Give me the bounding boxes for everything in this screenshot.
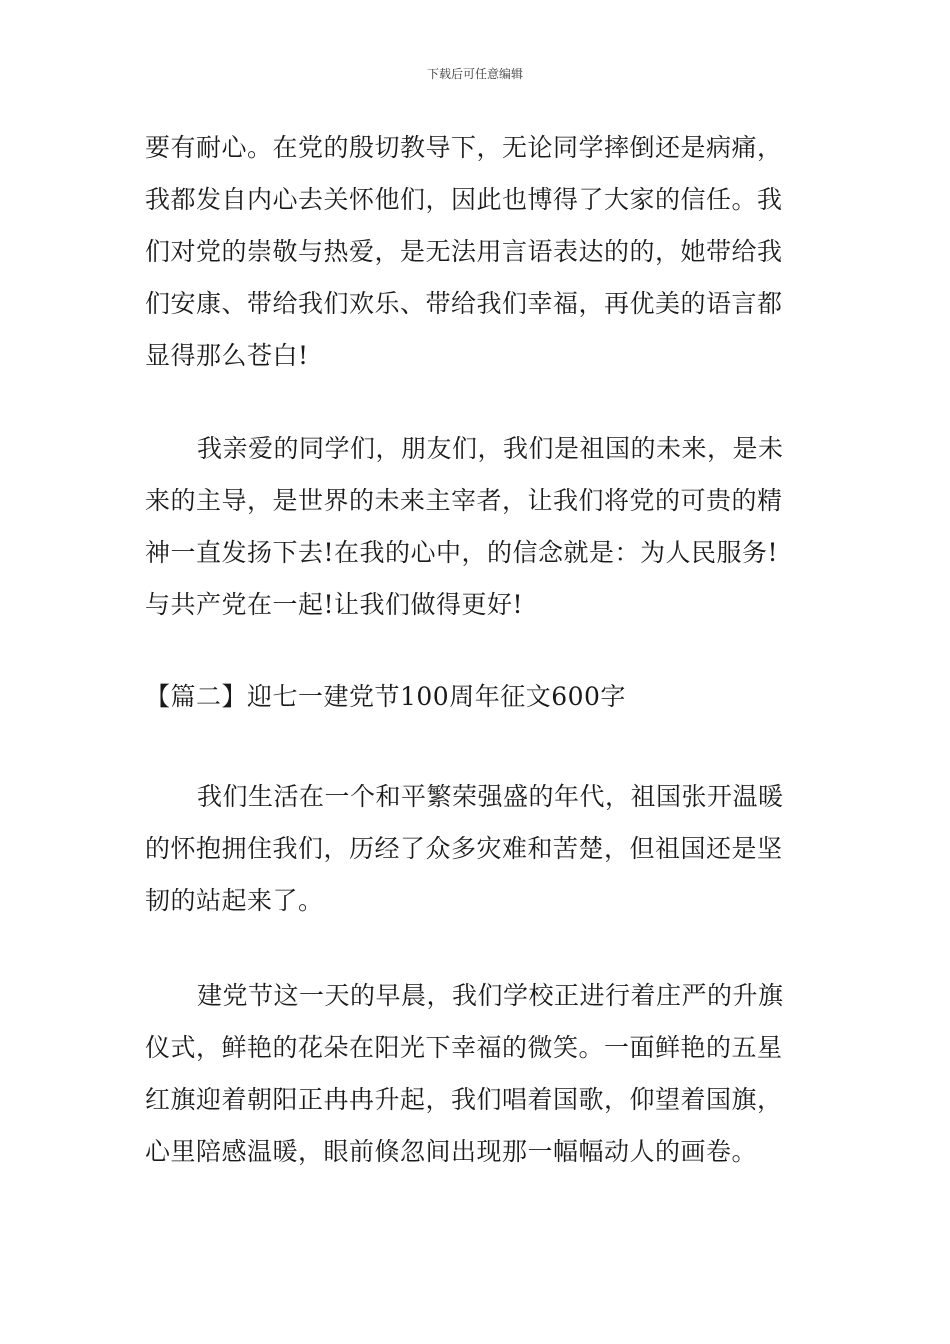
paragraph-4 xyxy=(145,970,810,1178)
text-line: 们安康、带给我们欢乐、带给我们幸福，再优美的语言都 xyxy=(145,289,783,318)
text-line: 来的主导，是世界的未来主宰者，让我们将党的可贵的精 xyxy=(145,486,783,515)
text-line: 建党节这一天的早晨，我们学校正进行着庄严的升旗 xyxy=(197,981,784,1010)
text-line: 我们生活在一个和平繁荣强盛的年代，祖国张开温暖 xyxy=(197,782,784,811)
text-line: 仪式，鲜艳的花朵在阳光下幸福的微笑。一面鲜艳的五星 xyxy=(145,1033,783,1062)
paragraph-1 xyxy=(145,122,810,382)
text-line: 我亲爱的同学们，朋友们，我们是祖国的未来，是未 xyxy=(197,434,784,463)
heading-text: 【篇二】迎七一建党节100周年征文600字 xyxy=(145,682,626,711)
section-heading xyxy=(145,671,810,723)
text-line: 心里陪感温暖，眼前倏忽间出现那一幅幅动人的画卷。 xyxy=(145,1137,758,1166)
text-line: 们对党的崇敬与热爱，是无法用言语表达的的，她带给我 xyxy=(145,237,783,266)
page-header: 下载后可任意编辑 xyxy=(426,67,523,81)
paragraph-3 xyxy=(145,771,810,927)
text-line: 与共产党在一起!让我们做得更好! xyxy=(145,590,524,619)
text-line: 的怀抱拥住我们，历经了众多灾难和苦楚，但祖国还是坚 xyxy=(145,834,783,863)
paragraph-2 xyxy=(145,423,810,631)
text-line: 红旗迎着朝阳正冉冉升起，我们唱着国歌，仰望着国旗， xyxy=(145,1085,783,1114)
text-line: 要有耐心。在党的殷切教导下，无论同学摔倒还是病痛， xyxy=(145,133,783,162)
text-line: 神一直发扬下去!在我的心中，的信念就是：为人民服务! xyxy=(145,538,779,567)
text-line: 显得那么苍白! xyxy=(145,341,309,370)
text-line: 我都发自内心去关怀他们，因此也博得了大家的信任。我 xyxy=(145,185,783,214)
text-line: 韧的站起来了。 xyxy=(145,886,324,915)
